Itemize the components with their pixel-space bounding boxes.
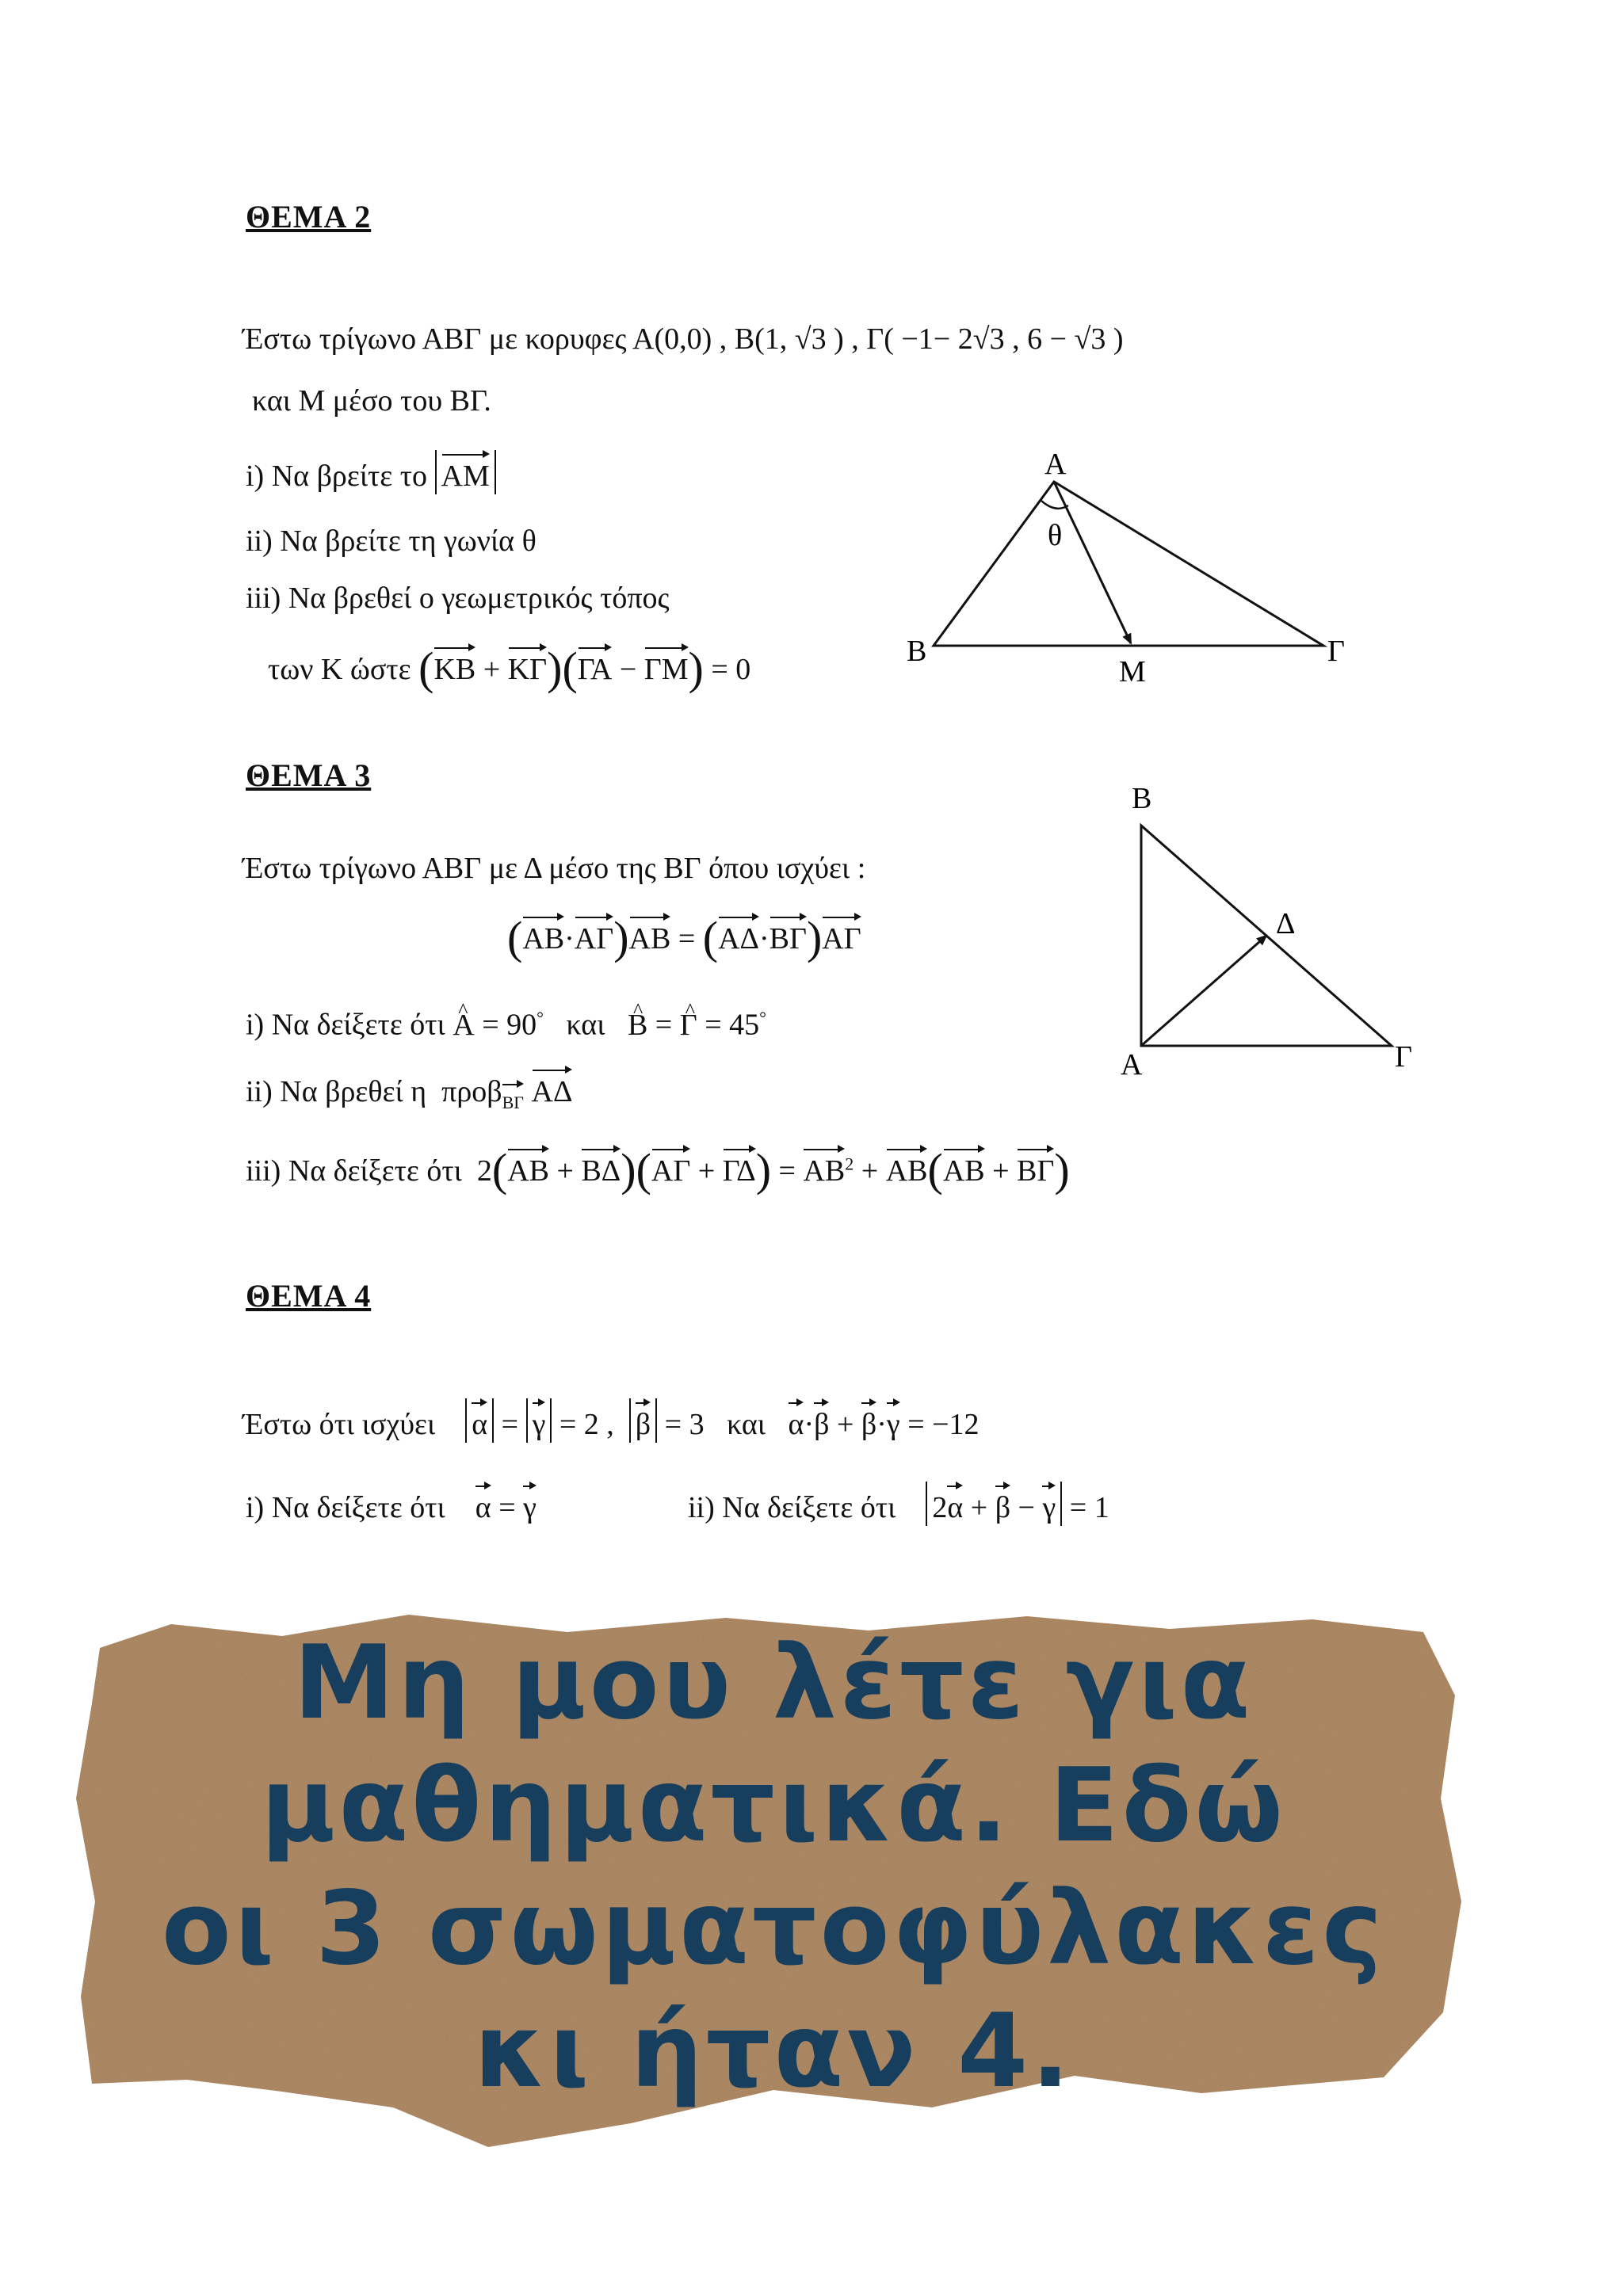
theme2-q3b-vec1: ΚΒ (433, 643, 475, 688)
theme2-q3b-prefix: των Κ ώστε (268, 653, 411, 686)
banner-line4: κι ήταν 4. (474, 1993, 1073, 2111)
theme4-q1-alpha: α (475, 1482, 491, 1526)
theme3-q2-vector: ΑΔ (532, 1066, 573, 1110)
theme3-label-A: Α (1121, 1048, 1143, 1081)
theme4-dot-gamma: γ (887, 1398, 900, 1443)
theme2-triangle (934, 482, 1323, 646)
theme4-q2-coef: 2 (932, 1491, 948, 1524)
theme3-label-D: Δ (1276, 907, 1296, 940)
theme3-q3-v3: ΑΓ (651, 1145, 690, 1189)
theme4-q2-beta: β (995, 1482, 1010, 1526)
theme4-q1-prefix: i) Να δείξετε ότι (246, 1491, 445, 1524)
theme2-q3b-vec3: ΓΑ (578, 643, 613, 688)
theme2-q1-vector: ΑΜ (441, 450, 490, 494)
theme4-gamma: γ (533, 1398, 546, 1443)
theme3-q1-angle-G: ^ Γ (680, 1007, 697, 1043)
theme4-abs-gamma (526, 1398, 552, 1443)
theme3-label-G: Γ (1395, 1040, 1412, 1074)
theme4-intro: Έστω ότι ισχύει α = γ = 2 , β = 3 και α·β + β·γ = −12 (242, 1398, 980, 1443)
theme3-q1-prefix: i) Να δείξετε ότι (246, 1008, 445, 1042)
theme3-q2-prefix: ii) Να βρεθεί η (246, 1075, 427, 1108)
theme3-q3-v2: ΒΔ (581, 1145, 621, 1189)
theme3-q3-exponent: 2 (845, 1154, 854, 1174)
theme3-q1-eq1: = 90 (482, 1008, 537, 1042)
theme3-q1-eq2: = 45 (705, 1008, 760, 1042)
theme4-q1-gamma: γ (523, 1482, 537, 1526)
theme4-question1: i) Να δείξετε ότι α = γ (246, 1482, 537, 1526)
theme2-label-M: Μ (1119, 655, 1146, 688)
theme3-q1-angle-B: ^ Β (628, 1007, 647, 1043)
joke-banner (76, 1600, 1471, 2155)
theme4-alpha: α (472, 1398, 487, 1443)
theme2-question2: ii) Να βρείτε τη γωνία θ (246, 524, 537, 558)
theme2-q3b-vec2: ΚΓ (508, 643, 547, 688)
theme4-and: και (727, 1408, 766, 1441)
theme3-q2-proj: προβ (441, 1075, 502, 1108)
theme3-q3-coef: 2 (476, 1154, 492, 1188)
banner-line1: Μη μου λέτε για (293, 1624, 1254, 1742)
theme2-question3: iii) Να βρεθεί ο γεωμετρικός τόπος (246, 582, 670, 615)
theme4-q2-gamma: γ (1042, 1482, 1056, 1526)
theme3-q3-v7: ΑΒ (943, 1145, 985, 1189)
theme4-dot-alpha: α (789, 1398, 804, 1443)
theme2-q3b-suffix: = 0 (711, 653, 751, 686)
theme4-beta: β (636, 1398, 651, 1443)
theme3-q1-angle-A: ^ Α (453, 1007, 474, 1043)
theme4-q2-suffix: = 1 (1069, 1491, 1109, 1524)
banner-line3: οι 3 σωματοφύλακες (161, 1870, 1386, 1988)
theme4-value-2: = 2 , (559, 1408, 614, 1441)
theme2-triangle-figure (872, 436, 1395, 697)
theme3-question2 (246, 1066, 572, 1121)
theme4-value-3: = 3 (664, 1408, 705, 1441)
theme3-triangle-figure (1109, 784, 1442, 1093)
theme2-label-A: Α (1044, 448, 1067, 481)
theme4-abs-alpha (465, 1398, 494, 1443)
theme2-label-G: Γ (1327, 635, 1345, 668)
theme2-q1-abs (435, 450, 496, 494)
theme3-q3-prefix: iii) Να δείξετε ότι (246, 1154, 462, 1188)
banner-line2: μαθηματικά. Εδώ (261, 1747, 1286, 1865)
theme3-eq-v3: ΑΒ (629, 913, 671, 957)
theme3-q3-v6: ΑΒ (886, 1145, 928, 1189)
theme4-heading: ΘΕΜΑ 4 (246, 1278, 372, 1314)
theme2-label-theta: θ (1048, 519, 1063, 552)
theme2-intro-line1: Έστω τρίγωνο ΑΒΓ με κορυφες Α(0,0) , Β(1, √3 ) , Γ( −1− 2√3 , 6 − √3 ) (242, 322, 1124, 356)
theme3-eq-v6: ΑΓ (822, 913, 861, 957)
theme2-q3b-vec4: ΓΜ (644, 643, 689, 688)
theme4-dot-beta2: β (861, 1398, 876, 1443)
theme3-question1: i) Να δείξετε ότι ^ Α = 90° και ^ Β = ^ Γ = 45° (246, 1000, 766, 1043)
theme4-q2-prefix: ii) Να δείξετε ότι (688, 1491, 896, 1524)
theme2-heading: ΘΕΜΑ 2 (246, 199, 372, 235)
theme2-intro-line2: και Μ μέσο του ΒΓ. (252, 384, 491, 418)
theme3-intro: Έστω τρίγωνο ΑΒΓ με Δ μέσο της ΒΓ όπου ισχύει : (242, 852, 866, 885)
theme2-question3-condition: των Κ ώστε (ΚΒ + ΚΓ)(ΓΑ − ΓΜ) = 0 (268, 643, 751, 694)
theme4-intro-prefix: Έστω ότι ισχύει (242, 1408, 436, 1441)
theme4-dot-beta1: β (814, 1398, 829, 1443)
theme3-heading: ΘΕΜΑ 3 (246, 757, 372, 793)
theme4-abs-beta (629, 1398, 657, 1443)
theme2-q1-prefix: i) Να βρείτε το (246, 460, 428, 493)
theme3-given-equation: (ΑΒ·ΑΓ)ΑΒ = (ΑΔ·ΒΓ)ΑΓ (507, 912, 861, 963)
theme2-label-B: Β (907, 635, 927, 668)
theme3-eq-v4: ΑΔ (718, 913, 759, 957)
theme3-question3: iii) Να δείξετε ότι $2(AB + B\Delta)(A\Gamma + \Gamma\Delta) = AB^2 + AB(AB + B\Gamma)$ (246, 1144, 1070, 1196)
theme3-eq-v2: ΑΓ (575, 913, 613, 957)
theme3-q3-v8: ΒΓ (1017, 1145, 1054, 1189)
theme3-eq-v1: ΑΒ (522, 913, 564, 957)
theme3-label-B: Β (1132, 784, 1152, 815)
theme2-question1 (246, 450, 496, 494)
theme3-q1-and: και (566, 1008, 605, 1042)
theme3-q2-sub: ΒΓ (502, 1080, 524, 1121)
theme3-q3-v4: ΓΔ (723, 1145, 756, 1189)
theme3-eq-v5: ΒΓ (769, 913, 807, 957)
theme3-q3-v5: ΑΒ (803, 1145, 845, 1189)
theme4-q2-alpha: α (947, 1482, 963, 1526)
theme3-median-arrow (1141, 936, 1266, 1046)
theme4-q2-abs: 2α + β − γ (926, 1482, 1062, 1526)
theme3-q3-v1: ΑΒ (507, 1145, 549, 1189)
theme4-value-m12: = −12 (907, 1408, 980, 1441)
theme4-question2 (688, 1482, 1109, 1526)
